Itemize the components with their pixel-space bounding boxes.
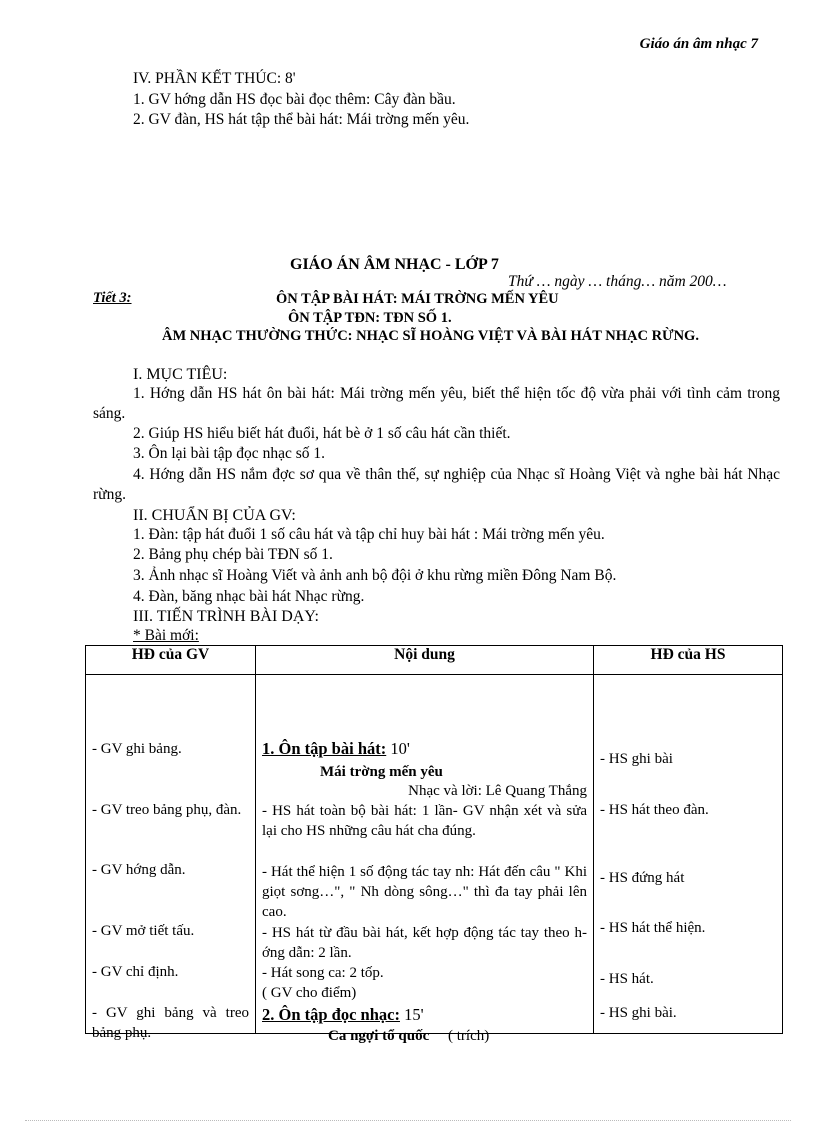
hs-item-2: - HS hát theo đàn. xyxy=(600,802,709,818)
section-iv-line-1: 1. GV hớng dẫn HS đọc bài đọc thêm: Cây đàn bầu. xyxy=(133,91,456,108)
gv-item-4: - GV mở tiết tấu. xyxy=(92,923,195,939)
page-bottom-divider xyxy=(25,1120,791,1121)
gv-item-3: - GV hớng dẫn. xyxy=(92,862,186,878)
lesson-table xyxy=(85,645,783,1044)
song-1-author: Nhạc và lời: Lê Quang Thắng xyxy=(408,783,587,799)
table-body-row xyxy=(86,675,783,1034)
gv-column xyxy=(86,675,256,1041)
topic-2: ÔN TẬP TĐN: TĐN SỐ 1. xyxy=(288,310,452,326)
chuan-bi-line-2: 2. Bảng phụ chép bài TĐN số 1. xyxy=(133,546,333,563)
topic-1: ÔN TẬP BÀI HÁT: MÁI TRỜNG MẾN YÊU xyxy=(276,291,559,307)
col-header-hs: HĐ của HS xyxy=(594,646,783,675)
song-2-line xyxy=(328,1026,587,1046)
song-2-note: ( trích) xyxy=(429,1028,490,1044)
table-header-row xyxy=(86,646,783,675)
section-1-heading xyxy=(262,739,587,759)
col-header-gv: HĐ của GV xyxy=(86,646,256,675)
hs-item-1: - HS ghi bài xyxy=(600,751,673,767)
content-bullet-4: - Hát song ca: 2 tốp. xyxy=(262,965,384,981)
content-bullet-3: - HS hát từ đầu bài hát, kết hợp động tác tay theo hớng dẫn: 2 lần. xyxy=(262,925,587,961)
muc-tieu-item-4: 4. Hớng dẫn HS nắm đợc sơ qua về thân thế, sự nghiệp của Nhạc sĩ Hoàng Việt và nghe bài hát Nhạc rừng. xyxy=(93,466,780,503)
gv-item-6: - GV ghi bảng và treo bảng phụ. xyxy=(92,1005,249,1041)
section-2-time: 15' xyxy=(399,1005,424,1024)
page-header-title: Giáo án âm nhạc 7 xyxy=(639,36,758,52)
hs-item-6: - HS ghi bài. xyxy=(600,1005,677,1021)
content-bullet-1: - HS hát toàn bộ bài hát: 1 lần- GV nhận xét và sửa lại cho HS những câu hát cha đúng. xyxy=(262,803,587,839)
muc-tieu-item-1: 1. Hớng dẫn HS hát ôn bài hát: Mái trờng mến yêu, biết thể hiện tốc độ vừa phải với tình cảm trong sáng. xyxy=(93,385,780,422)
muc-tieu-heading: I. MỤC TIÊU: xyxy=(133,366,228,383)
gv-item-5: - GV chỉ định. xyxy=(92,964,179,980)
gv-item-1: - GV ghi bảng. xyxy=(92,741,182,757)
content-bullet-5: ( GV cho điểm) xyxy=(262,985,357,1001)
muc-tieu-item-2: 2. Giúp HS hiểu biết hát đuổi, hát bè ở 1 số câu hát cần thiết. xyxy=(133,425,511,442)
chuan-bi-line-4: 4. Đàn, băng nhạc bài hát Nhạc rừng. xyxy=(133,588,365,605)
section-iv-line-2: 2. GV đàn, HS hát tập thể bài hát: Mái trờng mến yêu. xyxy=(133,111,470,128)
col-header-noidung: Nội dung xyxy=(256,646,594,675)
bai-moi-label: * Bài mới: xyxy=(133,627,199,644)
muc-tieu-item-3: 3. Ôn lại bài tập đọc nhạc số 1. xyxy=(133,445,325,462)
lesson-date: Thứ … ngày … tháng… năm 200… xyxy=(508,273,727,290)
content-bullet-2: - Hát thể hiện 1 số động tác tay nh: Hát đến câu " Khi giọt sơng…", " Nh dòng sông…" thì đa tay phải lên cao. xyxy=(262,864,587,920)
chuan-bi-heading: II. CHUẨN BỊ CỦA GV: xyxy=(133,507,296,524)
hs-column xyxy=(594,675,783,1034)
lesson-title: GIÁO ÁN ÂM NHẠC - LỚP 7 xyxy=(290,256,499,273)
section-2-title: 2. Ôn tập đọc nhạc: xyxy=(262,1005,400,1024)
song-2-name: Ca ngợi tổ quốc xyxy=(328,1028,430,1044)
hs-item-4: - HS hát thể hiện. xyxy=(600,920,706,936)
noidung-column xyxy=(256,675,594,1044)
section-2-heading xyxy=(262,1005,587,1025)
gv-item-2: - GV treo bảng phụ, đàn. xyxy=(92,802,242,818)
hs-item-5: - HS hát. xyxy=(600,971,654,987)
topic-3: ÂM NHẠC THƯỜNG THỨC: NHẠC SĨ HOÀNG VIỆT VÀ BÀI HÁT NHẠC RỪNG. xyxy=(162,328,699,344)
song-1-name: Mái trờng mến yêu xyxy=(320,764,443,780)
tiet-label: Tiết 3: xyxy=(93,290,132,306)
chuan-bi-line-3: 3. Ảnh nhạc sĩ Hoàng Viết và ảnh anh bộ đội ở khu rừng miền Đông Nam Bộ. xyxy=(133,567,617,584)
tien-trinh-heading: III. TIẾN TRÌNH BÀI DẠY: xyxy=(133,608,319,625)
section-iv-heading: IV. PHẦN KẾT THÚC: 8' xyxy=(133,70,296,87)
chuan-bi-line-1: 1. Đàn: tập hát đuổi 1 số câu hát và tập chỉ huy bài hát : Mái trờng mến yêu. xyxy=(133,526,605,543)
section-1-time: 10' xyxy=(386,739,410,758)
hs-item-3: - HS đứng hát xyxy=(600,870,685,886)
section-1-title: 1. Ôn tập bài hát: xyxy=(262,739,387,758)
